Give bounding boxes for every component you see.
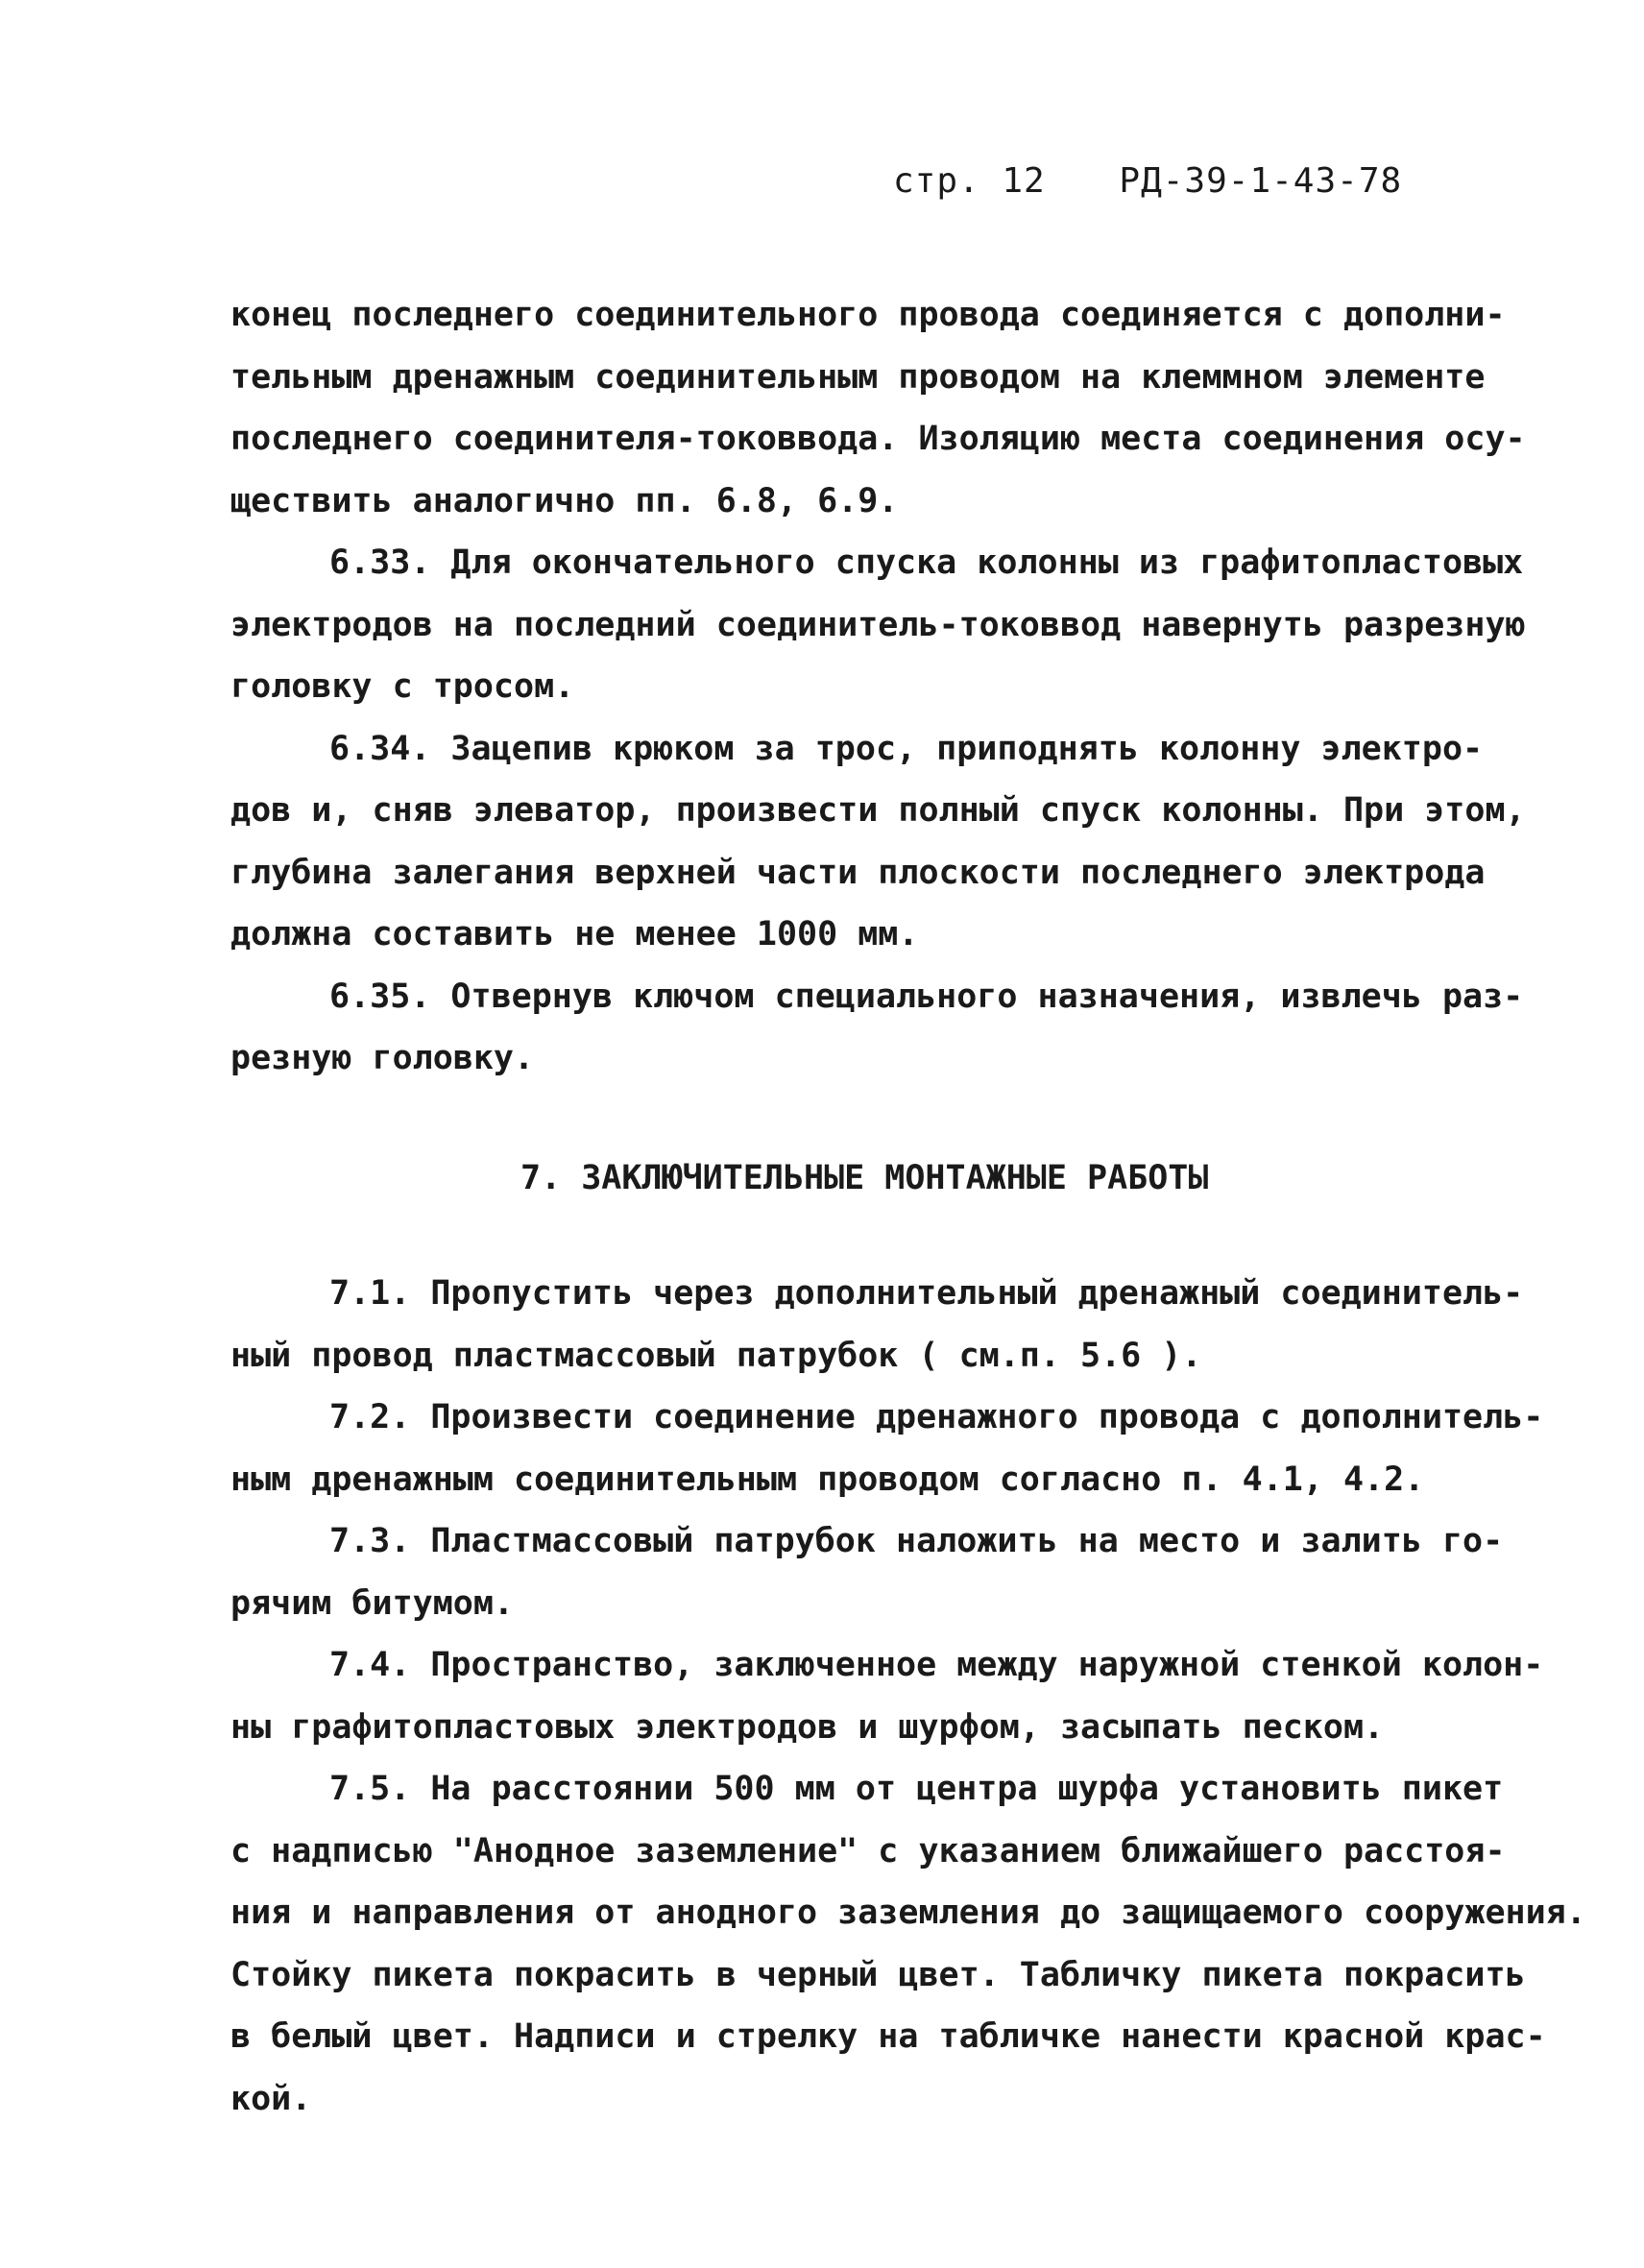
page-number: стр. 12	[893, 161, 1046, 201]
paragraph-6-34	[230, 718, 1526, 966]
document-code: РД-39-1-43-78	[1119, 161, 1403, 201]
paragraph-6-33	[230, 532, 1526, 718]
text-line: 7.2. Произвести соединение дренажного провода с дополнитель-	[329, 1398, 1544, 1436]
text-line: 6.34. Зацепив крюком за трос, приподнять колонну электро-	[329, 729, 1484, 768]
text-line: с надписью "Анодное заземление" с указанием ближайшего расстоя-	[230, 1831, 1506, 1870]
continuation-paragraph	[230, 284, 1526, 532]
text-line: резную головку.	[230, 1039, 535, 1077]
page-body	[230, 284, 1586, 2130]
text-line: рячим битумом.	[230, 1583, 515, 1623]
paragraph-7-1	[230, 1263, 1524, 1387]
text-line: последнего соединителя-токоввода. Изоляцию места соединения осу-	[230, 420, 1526, 458]
text-line: тельным дренажным соединительным проводом на клеммном элементе	[230, 357, 1486, 397]
text-line: должна составить не менее 1000 мм.	[230, 915, 919, 953]
page-header	[893, 161, 1402, 201]
text-line: электродов на последний соединитель-токоввод навернуть разрезную	[230, 605, 1526, 644]
text-line: головку с тросом.	[230, 667, 575, 706]
text-line: Стойку пикета покрасить в черный цвет. Табличку пикета покрасить	[230, 1955, 1526, 1994]
text-line: ны графитопластовых электродов и шурфом, засыпать песком.	[230, 1707, 1385, 1747]
text-line: 7.4. Пространство, заключенное между наружной стенкой колон-	[329, 1646, 1544, 1684]
text-line: 6.35. Отвернув ключом специального назначения, извлечь раз-	[329, 977, 1524, 1016]
section-heading: 7. ЗАКЛЮЧИТЕЛЬНЫЕ МОНТАЖНЫЕ РАБОТЫ	[520, 1158, 1209, 1197]
text-line: кой.	[230, 2079, 312, 2118]
paragraph-7-5	[230, 1758, 1586, 2130]
text-line: ния и направления от анодного заземления до защищаемого сооружения.	[230, 1894, 1586, 1932]
paragraph-7-3	[230, 1510, 1504, 1634]
paragraph-6-35	[230, 966, 1524, 1090]
text-line: 7.5. На расстоянии 500 мм от центра шурфа установить пикет	[329, 1770, 1504, 1808]
text-line: 7.3. Пластмассовый патрубок наложить на место и залить го-	[329, 1522, 1504, 1560]
text-line: дов и, сняв элеватор, произвести полный спуск колонны. При этом,	[230, 791, 1526, 830]
text-line: ный провод пластмассовый патрубок ( см.п. 5.6 ).	[230, 1336, 1202, 1375]
text-line: ным дренажным соединительным проводом согласно п. 4.1, 4.2.	[230, 1460, 1425, 1499]
text-line: в белый цвет. Надписи и стрелку на табличке нанести красной крас-	[230, 2017, 1546, 2056]
paragraph-7-2	[230, 1387, 1544, 1510]
text-line: 6.33. Для окончательного спуска колонны из графитопластовых	[329, 543, 1524, 582]
paragraph-7-4	[230, 1634, 1544, 1758]
text-line: 7.1. Пропустить через дополнительный дренажный соединитель-	[329, 1274, 1524, 1313]
text-line: ществить аналогично пп. 6.8, 6.9.	[230, 481, 899, 520]
text-line: глубина залегания верхней части плоскости последнего электрода	[230, 853, 1486, 892]
text-line: конец последнего соединительного провода соединяется с дополни-	[230, 296, 1506, 334]
